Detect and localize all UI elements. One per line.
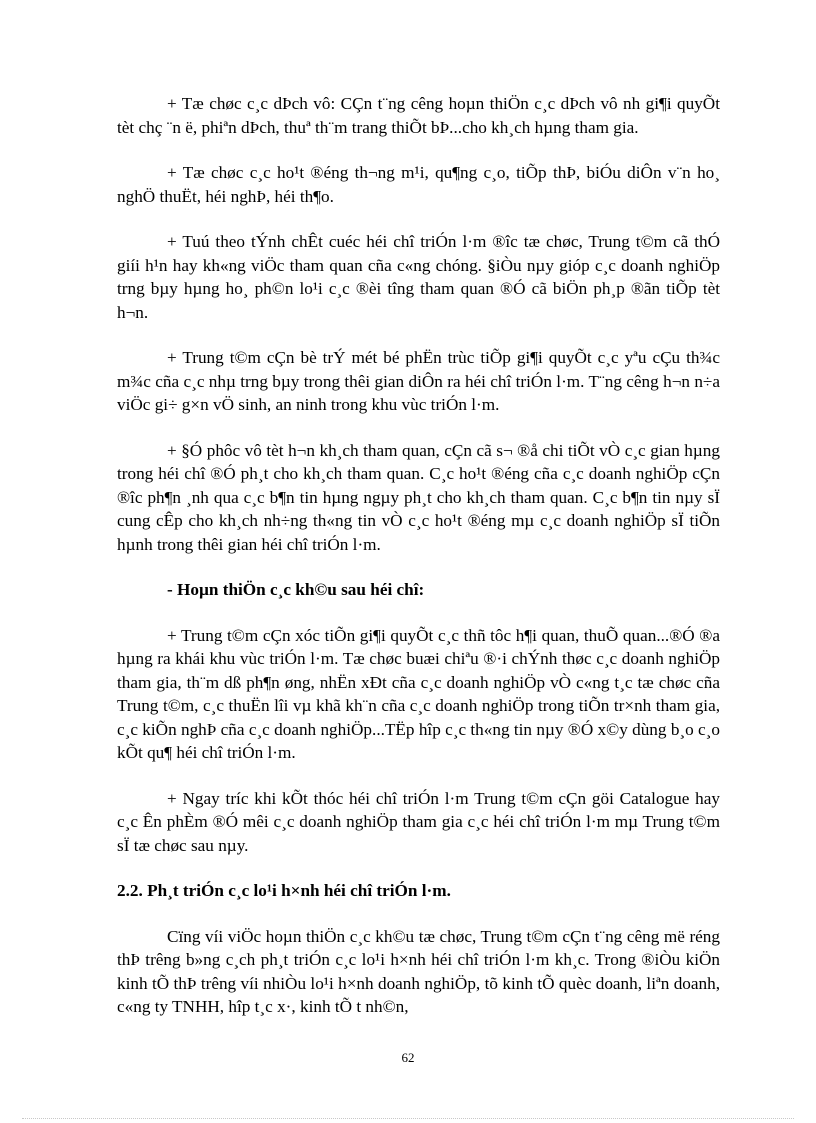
page-number: 62 (401, 1050, 415, 1065)
document-page (117, 92, 720, 1041)
paragraph-customs: + Trung t©m cÇn xóc tiÕn gi¶i quyÕt c¸c thñ tôc h¶i quan, thuÕ quan...®Ó ®a hµng ra khái khu vùc triÓn l·m. Tæ chøc buæi chiªu ®·i chÝnh thøc c¸c doanh nghiÖp tham gia, th¨m dß ph¶n øng, nhËn xÐt cña c¸c doanh nghiÖp vÒ c«ng t¸c tæ chøc cña Trung t©m, c¸c thuËn lîi vµ khã kh¨n cña c¸c doanh nghiÖp trong tiÕn tr×nh tham gia, c¸c kiÕn nghÞ cña c¸c doanh nghiÖp...TËp hîp c¸c th«ng tin nµy ®Ó x©y dùng b¸o c¸o kÕt qu¶ héi chî triÓn l·m. (117, 625, 720, 762)
paragraph-services: + Tæ chøc c¸c dÞch vô: CÇn t¨ng cêng hoµn thiÖn c¸c dÞch vô nh gi¶i quyÕt tèt chç ¨n ë, phiªn dÞch, thuª th¨m trang thiÕt bÞ...cho kh¸ch hµng tham gia. (117, 94, 720, 137)
subheading-after-fair: - Hoµn thiÖn c¸c kh©u sau héi chî: (167, 580, 425, 599)
paragraph-activities: + Tæ chøc c¸c ho¹t ®éng th¬ng m¹i, qu¶ng c¸o, tiÕp thÞ, biÓu diÔn v¨n ho¸ nghÖ thuËt, héi nghÞ, héi th¶o. (117, 163, 720, 206)
paragraph-floor-map: + §Ó phôc vô tèt h¬n kh¸ch tham quan, cÇn cã s¬ ®å chi tiÕt vÒ c¸c gian hµng trong héi chî ®Ó ph¸t cho kh¸ch tham quan. C¸c ho¹t ®éng cña c¸c doanh nghiÖp cÇn ®îc ph¶n ¸nh qua c¸c b¶n tin hµng ngµy ph¸t cho kh¸ch tham quan. C¸c b¶n tin nµy sÏ cung cÊp cho kh¸ch nh÷ng th«ng tin vÒ c¸c ho¹t ®éng mµ c¸c doanh nghiÖp sÏ tiÕn hµnh trong thêi gian héi chî triÓn l·m. (117, 440, 720, 554)
paragraph-staffing: + Trung t©m cÇn bè trÝ mét bé phËn trùc tiÕp gi¶i quyÕt c¸c yªu cÇu th¾c m¾c cña c¸c nhµ trng bµy trong thêi gian diÔn ra héi chî triÓn l·m. T¨ng cêng h¬n n÷a viÖc gi÷ g×n vÖ sinh, an ninh trong khu vùc triÓn l·m. (117, 348, 720, 414)
section-title: 2.2. Ph¸t triÓn c¸c lo¹i h×nh héi chî triÓn l·m. (117, 881, 451, 900)
page-bottom-divider (22, 1118, 794, 1119)
paragraph-visitors: + Tuú theo tÝnh chÊt cuéc héi chî triÓn l·m ®îc tæ chøc, Trung t©m cã thÓ giíi h¹n hay kh«ng viÖc tham quan cña c«ng chóng. §iÒu nµy gióp c¸c doanh nghiÖp trng bµy hµng ho¸ ph©n lo¹i c¸c ®èi tîng tham quan ®Ó cã biÖn ph¸p ®ãn tiÕp tèt h¬n. (117, 232, 720, 322)
paragraph-catalogue: + Ngay tríc khi kÕt thóc héi chî triÓn l·m Trung t©m cÇn göi Catalogue hay c¸c Ên phÈm ®Ó mêi c¸c doanh nghiÖp tham gia c¸c héi chî triÓn l·m mµ Trung t©m sÏ tæ chøc sau nµy. (117, 788, 720, 855)
paragraph-closing: Cïng víi viÖc hoµn thiÖn c¸c kh©u tæ chøc, Trung t©m cÇn t¨ng cêng më réng thÞ trêng b»ng c¸ch ph¸t triÓn c¸c lo¹i h×nh héi chî triÓn l·m kh¸c. Trong ®iÒu kiÖn kinh tÕ thÞ trêng víi nhiÒu lo¹i h×nh doanh nghiÖp, tõ kinh tÕ quèc doanh, liªn doanh, c«ng ty TNHH, hîp t¸c x·, kinh tÕ t nh©n, (117, 926, 720, 1016)
